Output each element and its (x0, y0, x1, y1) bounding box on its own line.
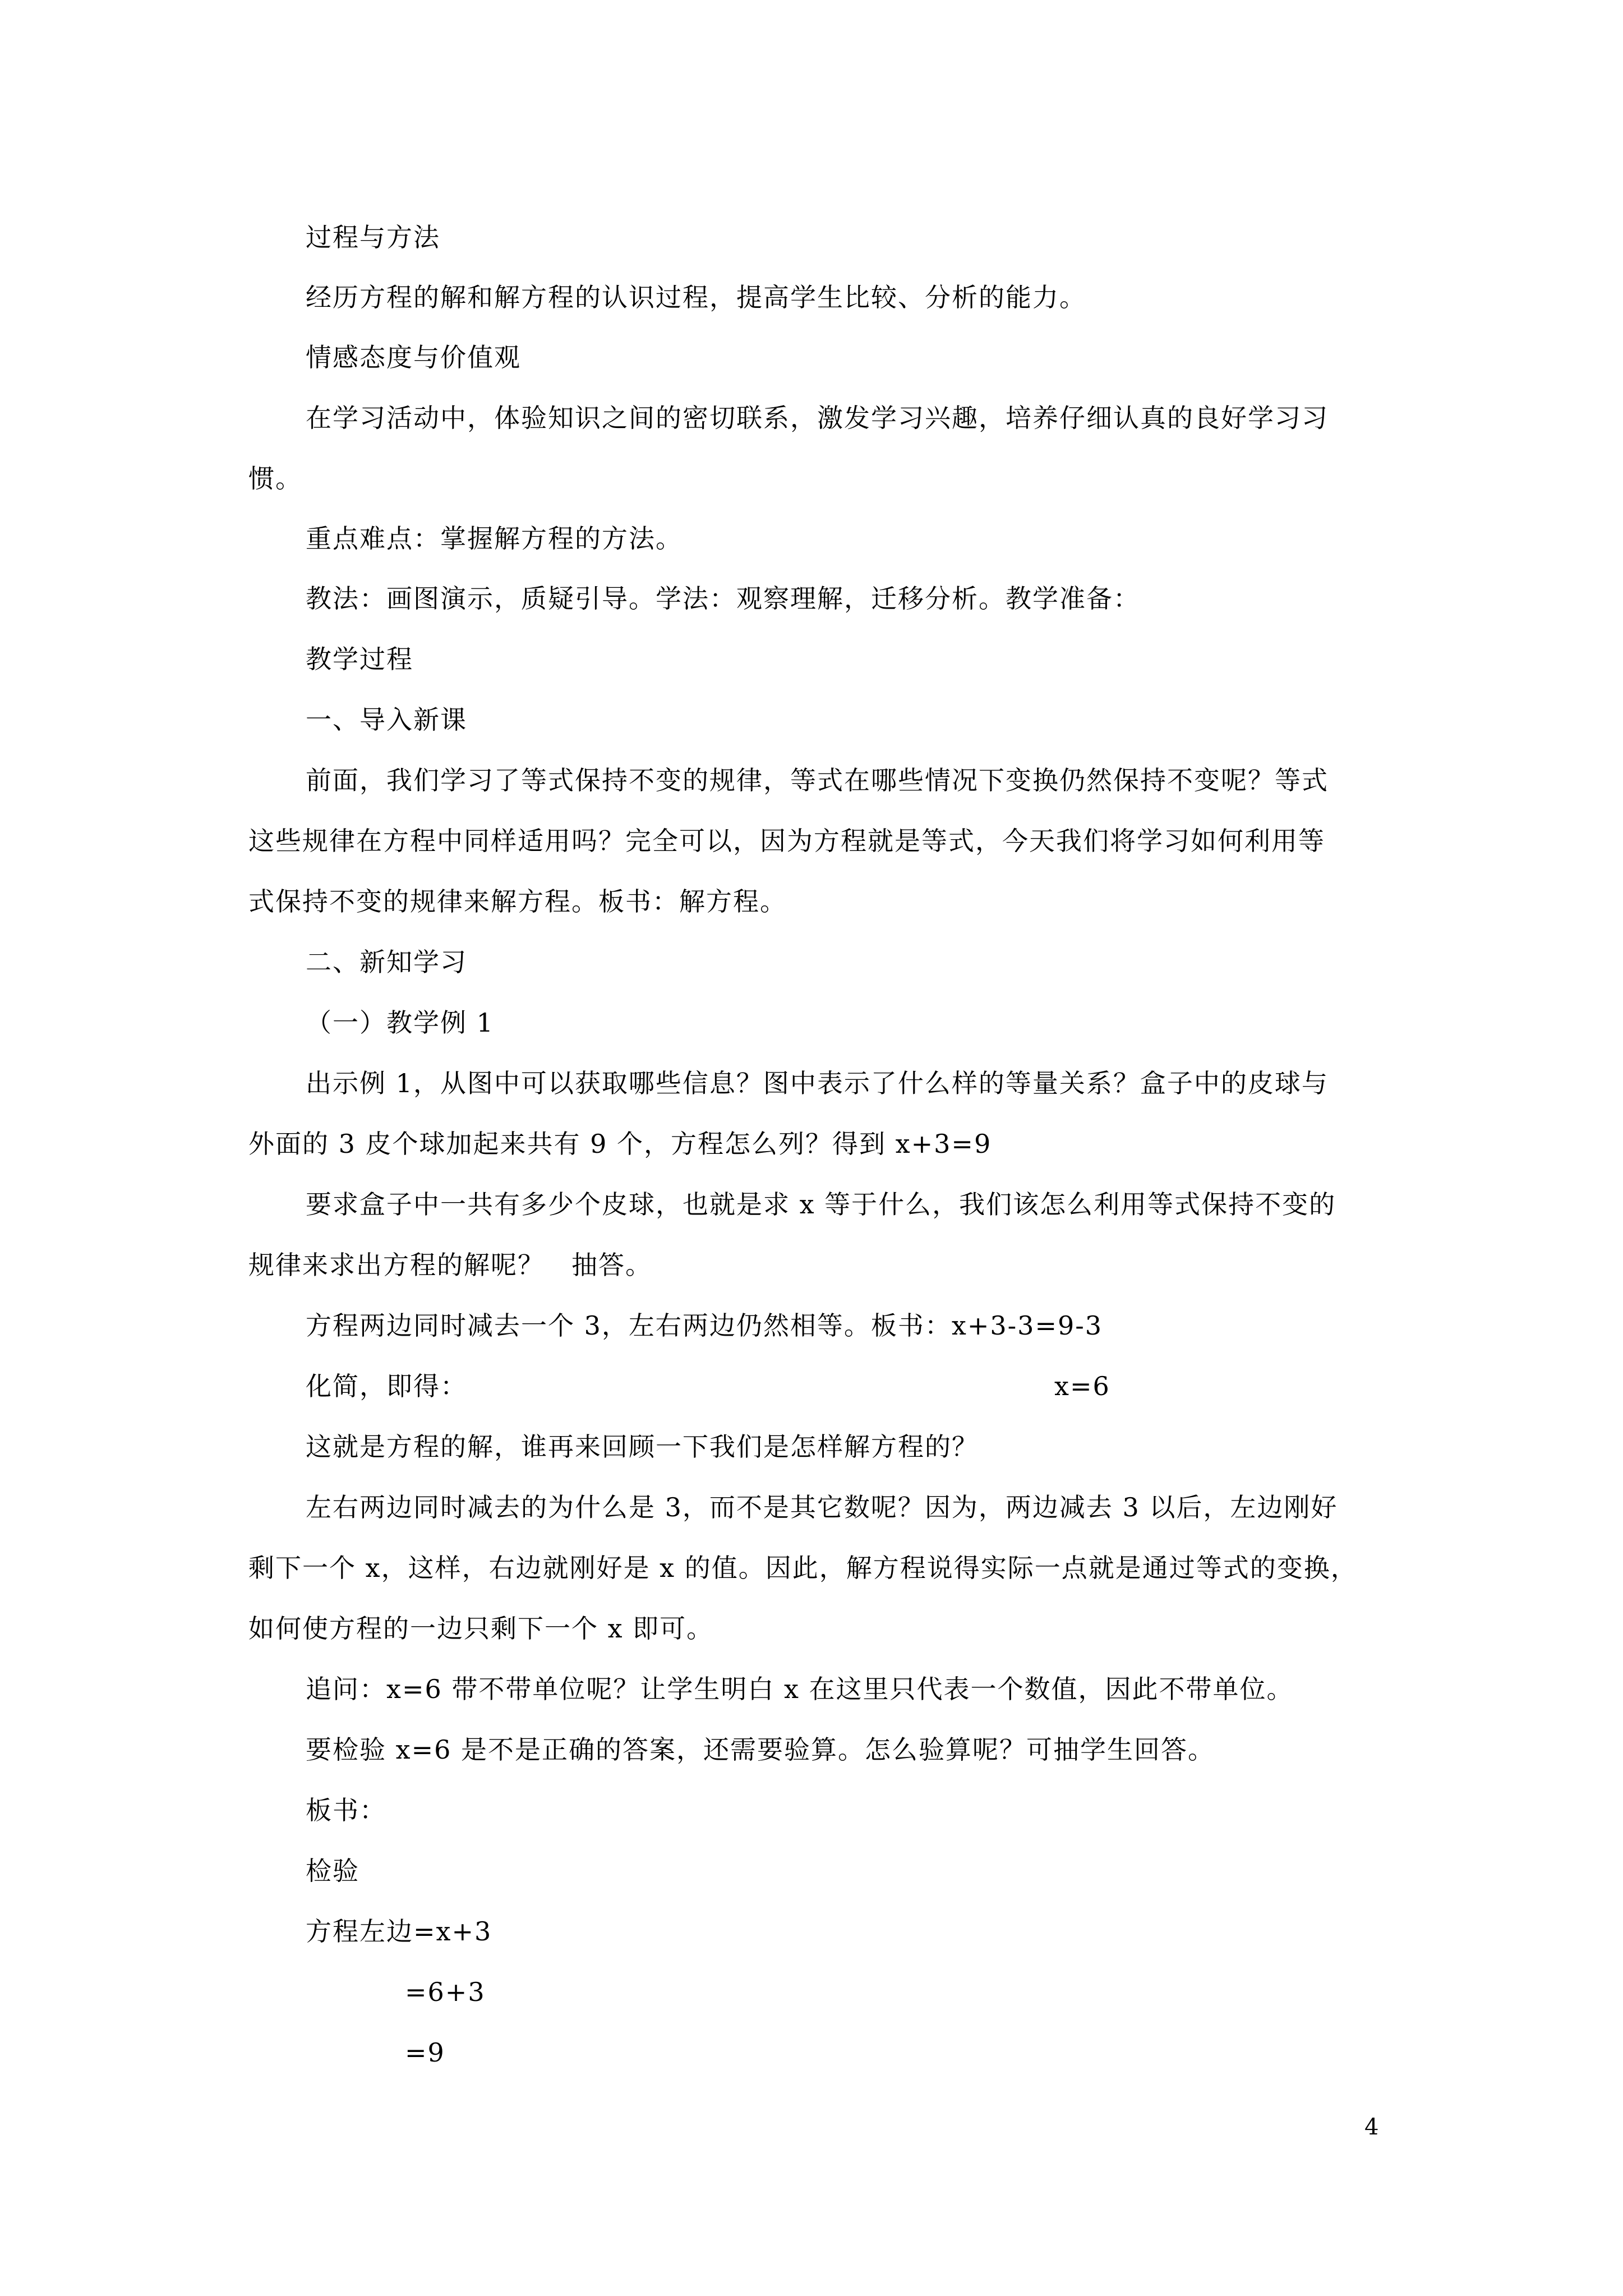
paragraph-line: 出示例 1，从图中可以获取哪些信息？图中表示了什么样的等量关系？盒子中的皮球与 (306, 1068, 1329, 1098)
section-heading-new-knowledge: 二、新知学习 (306, 947, 467, 977)
equation-result: x=6 (1054, 1371, 1110, 1401)
paragraph-methods: 教法：画图演示，质疑引导。学法：观察理解，迁移分析。教学准备： (306, 583, 1140, 614)
heading-teaching-process: 教学过程 (306, 644, 413, 674)
paragraph-line: 这就是方程的解，谁再来回顾一下我们是怎样解方程的？ (306, 1432, 979, 1462)
subsection-heading-example-1: （一）教学例 1 (306, 1007, 494, 1038)
section-heading-intro: 一、导入新课 (306, 705, 467, 735)
paragraph-line: 如何使方程的一边只剩下一个 x 即可。 (248, 1613, 714, 1644)
paragraph-line: 前面，我们学习了等式保持不变的规律，等式在哪些情况下变换仍然保持不变呢？等式 (306, 765, 1329, 795)
paragraph-line: 外面的 3 皮个球加起来共有 9 个，方程怎么列？得到 x+3=9 (248, 1129, 992, 1159)
check-step-line: =9 (405, 2037, 445, 2068)
paragraph-line: 经历方程的解和解方程的认识过程，提高学生比较、分析的能力。 (306, 282, 1086, 312)
paragraph-line: 左右两边同时减去的为什么是 3，而不是其它数呢？因为，两边减去 3 以后，左边刚好 (306, 1492, 1338, 1522)
paragraph-line: 这些规律在方程中同样适用吗？完全可以，因为方程就是等式，今天我们将学习如何利用等 (248, 826, 1325, 856)
check-step-line: =6+3 (405, 1977, 486, 2007)
paragraph-line: 式保持不变的规律来解方程。板书：解方程。 (248, 886, 787, 917)
paragraph-line: 追问：x=6 带不带单位呢？让学生明白 x 在这里只代表一个数值，因此不带单位。 (306, 1674, 1294, 1704)
paragraph-line: 要检验 x=6 是不是正确的答案，还需要验算。怎么验算呢？可抽学生回答。 (306, 1734, 1215, 1765)
paragraph-line: 惯。 (248, 463, 302, 494)
page-number: 4 (1364, 2114, 1379, 2140)
paragraph-key-points: 重点难点：掌握解方程的方法。 (306, 523, 683, 554)
simplify-label: 化简，即得： (306, 1371, 467, 1401)
paragraph-line: 剩下一个 x，这样，右边就刚好是 x 的值。因此，解方程说得实际一点就是通过等式的变换， (248, 1553, 1358, 1583)
paragraph-line: 方程两边同时减去一个 3，左右两边仍然相等。板书：x+3-3=9-3 (306, 1310, 1103, 1341)
heading-process-method: 过程与方法 (306, 222, 440, 252)
check-label: 检验 (306, 1856, 359, 1886)
heading-emotion-values: 情感态度与价值观 (306, 342, 521, 372)
check-step-line: 方程左边=x+3 (306, 1916, 492, 1947)
paragraph-line: 要求盒子中一共有多少个皮球，也就是求 x 等于什么，我们该怎么利用等式保持不变的 (306, 1189, 1336, 1220)
board-label: 板书： (306, 1795, 386, 1825)
paragraph-line: 规律来求出方程的解呢？ 抽答。 (248, 1250, 652, 1280)
paragraph-line: 在学习活动中，体验知识之间的密切联系，激发学习兴趣，培养仔细认真的良好学习习 (306, 403, 1329, 433)
